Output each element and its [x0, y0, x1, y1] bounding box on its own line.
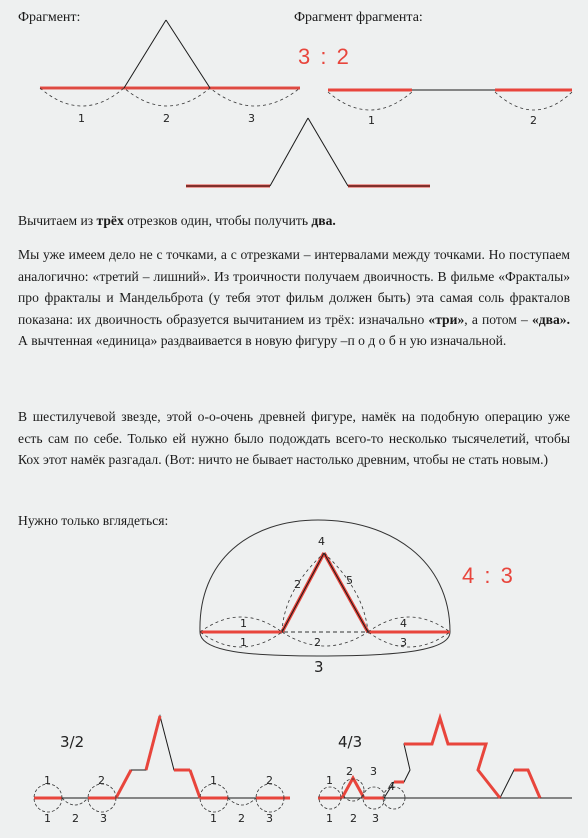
br-top-1: 1	[326, 774, 333, 787]
top-left-num-2: 2	[163, 112, 170, 125]
ratio-3-2: 3 : 2	[298, 44, 351, 69]
fragment-of-fragment-label: Фрагмент фрагмента:	[294, 10, 423, 25]
paragraph-star	[18, 406, 570, 471]
top-left-num-3: 3	[248, 112, 255, 125]
heading-pre: Вычитаем из	[18, 213, 97, 228]
paragraph-intervals	[18, 244, 570, 352]
heading-bold-two: два.	[311, 213, 336, 228]
star-division-diagram	[200, 520, 450, 676]
bottom-left-koch-diagram	[34, 716, 290, 825]
para2-text: В шестилучевой звезде, этой о-о-очень древней фигуре, намёк на подобную операцию уже есть сам по себе. Только ей нужно было подождать всего-то несколько тысячелетий, чтобы Кох этот намёк разгадал. (Вот: ничто не бывает настолько древним, чтобы не стать новым.)	[18, 409, 570, 468]
bl-bottom-2a: 2	[72, 812, 79, 825]
top-left-fragment-diagram	[40, 20, 300, 125]
br-top-4: 4	[388, 780, 395, 793]
mid-num-5: 5	[346, 574, 353, 587]
top-right-num-2: 2	[530, 114, 537, 127]
fragment-label: Фрагмент:	[18, 10, 81, 25]
para1-text-3: А вычтенная «единица» раздваивается в новую фигуру –п о д о б н ую изначальной.	[18, 333, 507, 349]
bl-top-1b: 1	[210, 774, 217, 787]
mid-num-4b: 4	[400, 617, 407, 630]
mid-num-3b: 3	[400, 636, 407, 649]
mid-num-2b: 2	[314, 636, 321, 649]
ratio-4-3: 4 : 3	[462, 563, 515, 588]
mid-num-1b: 1	[240, 636, 247, 649]
top-right-fragment-diagram	[328, 90, 572, 127]
bottom-right-koch-diagram	[318, 718, 572, 825]
top-right-num-1: 1	[368, 114, 375, 127]
br-bottom-3: 3	[372, 812, 379, 825]
mid-num-2: 2	[294, 578, 301, 591]
small-triangle-diagram	[186, 118, 430, 186]
heading-bold-three: трёх	[96, 213, 124, 228]
br-bottom-1: 1	[326, 812, 333, 825]
para1-bold-two: «два».	[531, 311, 570, 327]
br-bottom-2: 2	[350, 812, 357, 825]
bl-top-2a: 2	[98, 774, 105, 787]
ratio-3-2-handwritten: 3/2	[60, 733, 85, 751]
ratio-4-3-handwritten: 4/3	[338, 733, 363, 751]
bl-bottom-3a: 3	[100, 812, 107, 825]
subtract-heading	[18, 210, 570, 232]
heading-mid: отрезков один, чтобы получить	[123, 213, 312, 228]
para1-text-1: Мы уже имеем дело не с точками, а с отрезками – интервалами между точками. Но поступаем аналогично: «третий – лишний». Из троичности получаем двоичность. В фильме «Фракталы» про фракталы и Мандельброта (у тебя этот фильм должен быть) эта самая соль фракталов показана: их двоичность образуется вычитанием из трёх: изначально	[18, 247, 570, 327]
top-left-num-1: 1	[78, 112, 85, 125]
mid-num-3-big: 3	[314, 658, 324, 676]
bl-bottom-1b: 1	[210, 812, 217, 825]
bl-bottom-3b: 3	[266, 812, 273, 825]
bl-top-2b: 2	[266, 774, 273, 787]
mid-num-1a: 1	[240, 617, 247, 630]
bl-top-1a: 1	[44, 774, 51, 787]
bl-bottom-1a: 1	[44, 812, 51, 825]
br-top-2: 2	[346, 765, 353, 778]
bl-bottom-2b: 2	[238, 812, 245, 825]
br-top-3: 3	[370, 765, 377, 778]
para1-bold-three: «три»	[428, 311, 465, 327]
para1-text-2: , а потом –	[464, 311, 532, 327]
paragraph-look-closer	[18, 510, 570, 532]
para3-text: Нужно только вглядеться:	[18, 513, 169, 528]
mid-num-4: 4	[318, 535, 325, 548]
